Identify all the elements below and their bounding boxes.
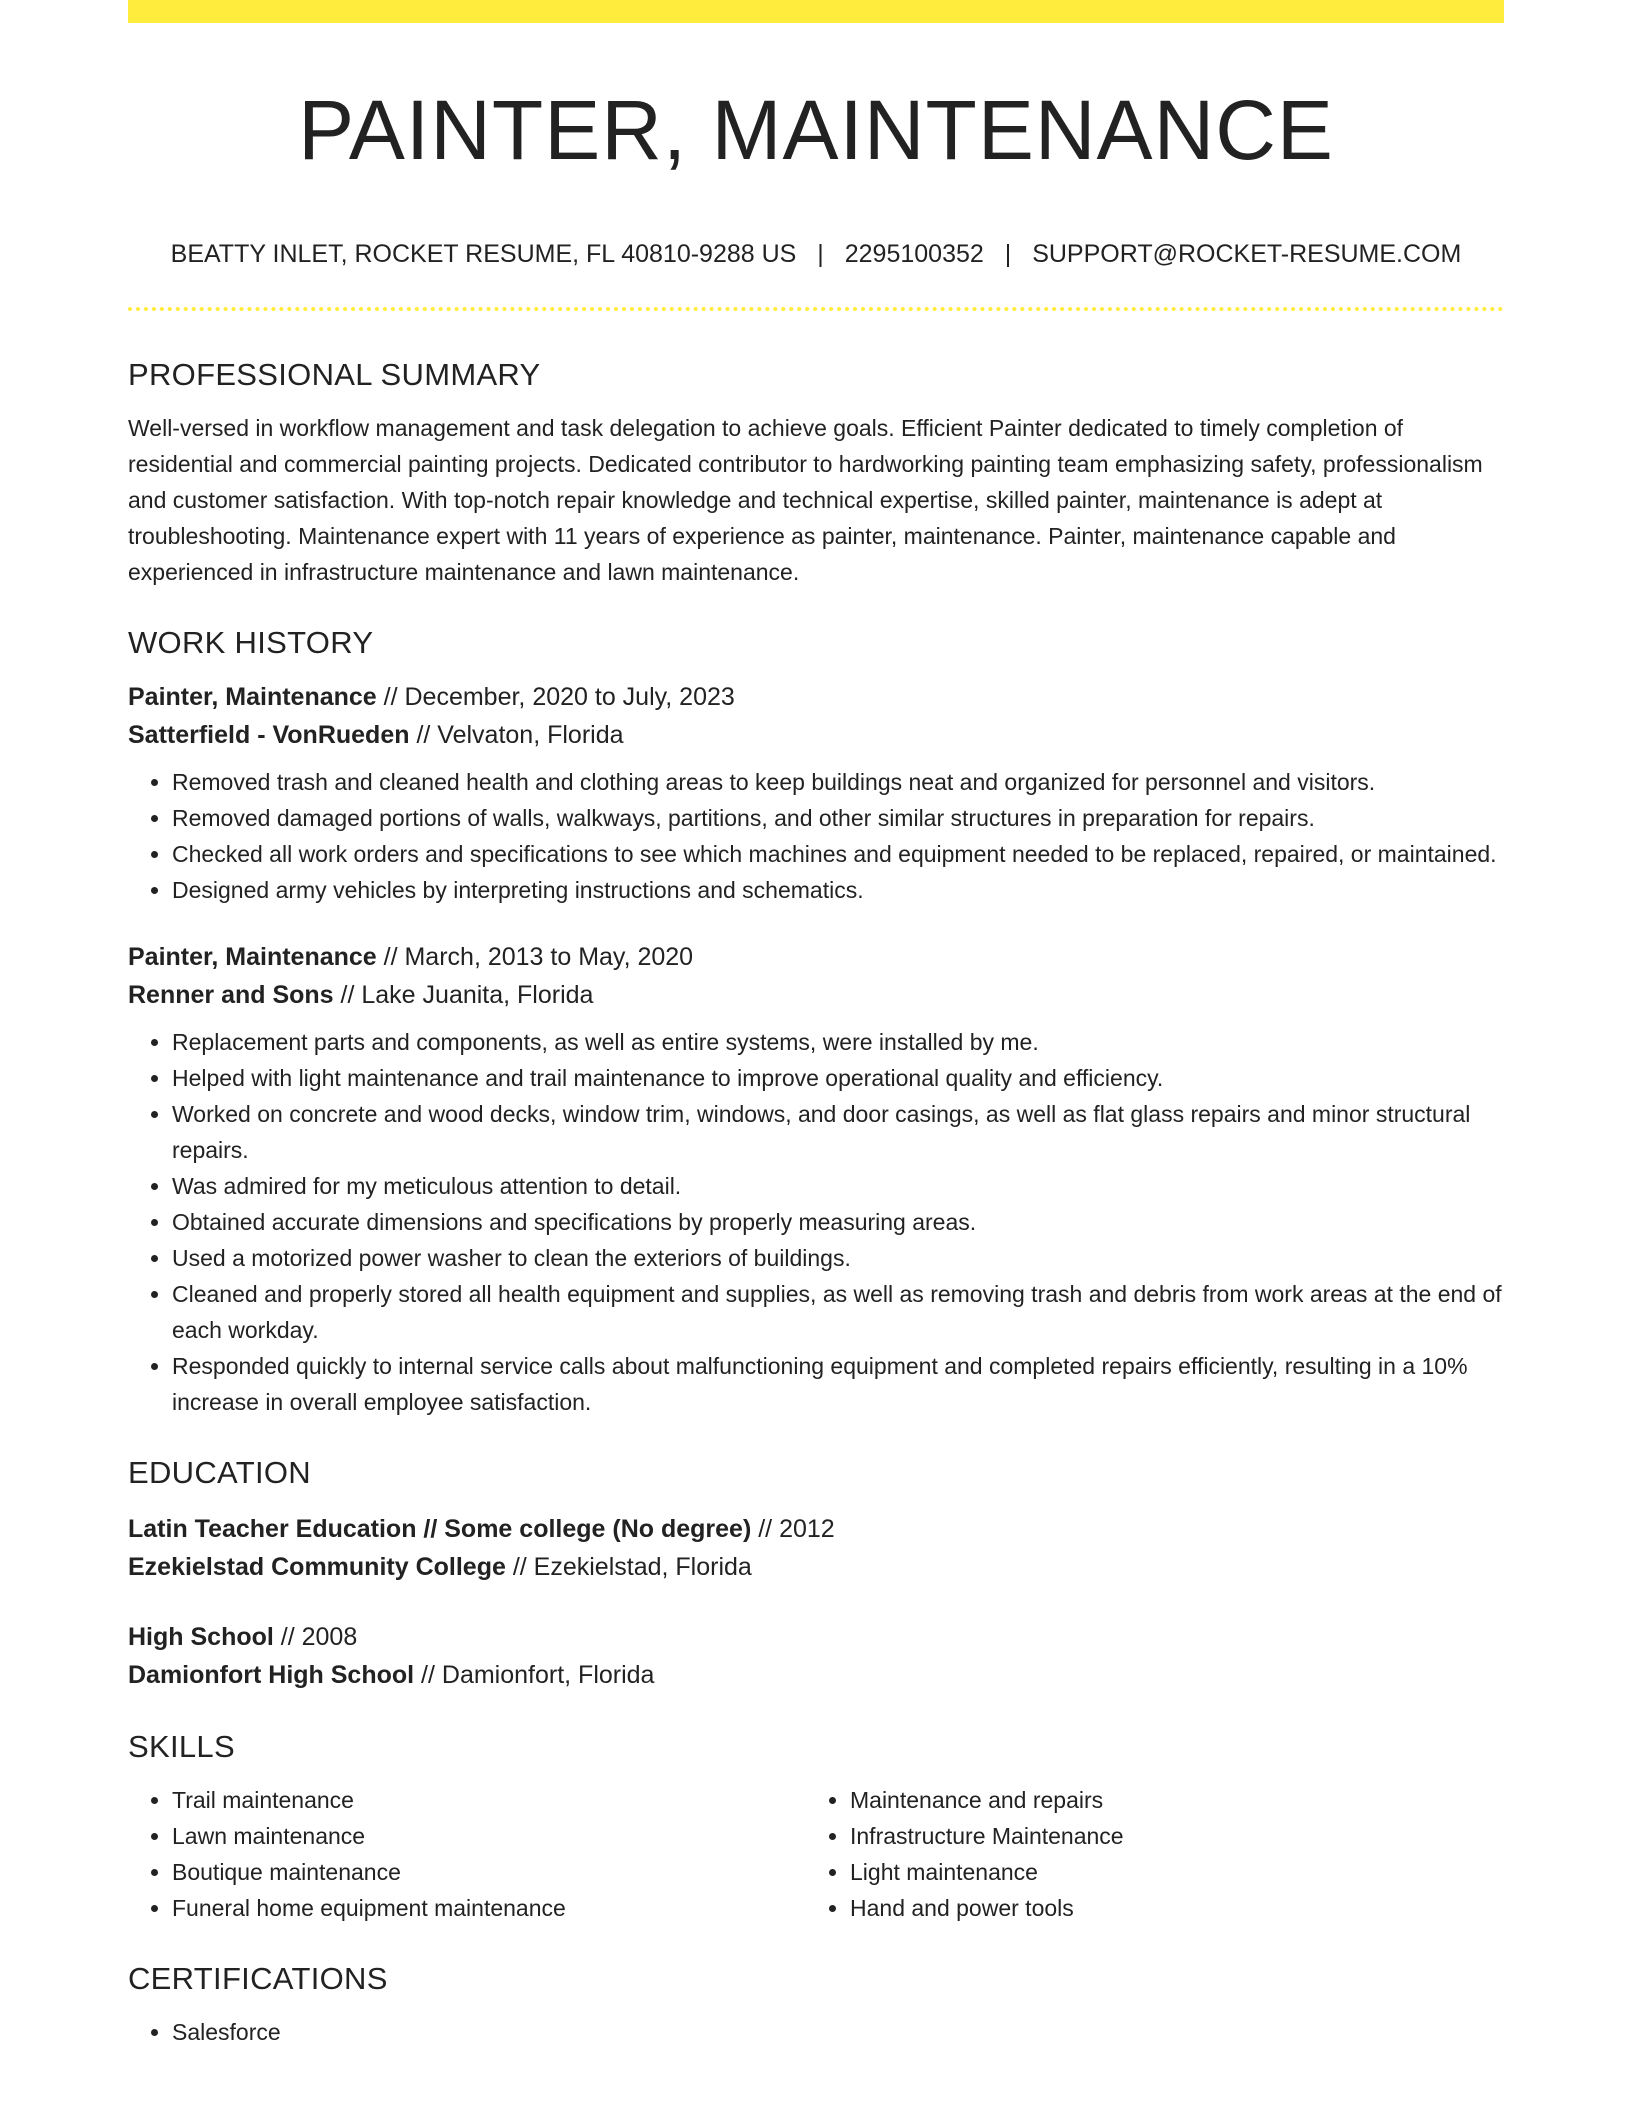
job-title: Painter, Maintenance <box>128 683 377 711</box>
education-degree: High School <box>128 1623 274 1651</box>
contact-email: SUPPORT@ROCKET-RESUME.COM <box>1032 240 1462 268</box>
education-school-line <box>128 1548 1504 1586</box>
section-heading-education: EDUCATION <box>128 1455 311 1490</box>
job-bullets <box>128 764 1504 908</box>
education-school: Ezekielstad Community College <box>128 1553 506 1581</box>
job-bullet: • Was admired for my meticulous attention to detail. <box>172 1168 1504 1204</box>
job-bullet: • Replacement parts and components, as well as entire systems, were installed by me. <box>172 1024 1504 1060</box>
education-degree: Latin Teacher Education // Some college (No degree) <box>128 1515 752 1543</box>
dotted-divider <box>128 307 1504 311</box>
contact-address: BEATTY INLET, ROCKET RESUME, FL 40810-9288 US <box>170 240 797 268</box>
education-degree-line <box>128 1510 1504 1548</box>
job-bullet: • Removed damaged portions of walls, walkways, partitions, and other similar structures in preparation for repairs. <box>172 800 1504 836</box>
accent-top-bar <box>128 0 1504 23</box>
skill-item: • Boutique maintenance <box>172 1854 806 1890</box>
contact-phone: 2295100352 <box>844 240 984 268</box>
skills-list-left <box>128 1782 806 1926</box>
education-section <box>128 1448 1504 1694</box>
job-company: Renner and Sons <box>128 981 334 1009</box>
contact-line <box>128 236 1504 272</box>
job-bullet: • Obtained accurate dimensions and specifications by properly measuring areas. <box>172 1204 1504 1240</box>
job-bullet: • Removed trash and cleaned health and clothing areas to keep buildings neat and organized for personnel and visitors. <box>172 764 1504 800</box>
job-entry <box>128 938 1504 1420</box>
certification-item: • Salesforce <box>172 2014 1504 2050</box>
skills-list-right <box>806 1782 1484 1926</box>
skill-item: • Light maintenance <box>850 1854 1484 1890</box>
education-entry <box>128 1510 1504 1586</box>
skill-item: • Hand and power tools <box>850 1890 1484 1926</box>
job-entry <box>128 678 1504 908</box>
skill-item: • Lawn maintenance <box>172 1818 806 1854</box>
skill-item: • Trail maintenance <box>172 1782 806 1818</box>
job-location: // Velvaton, Florida <box>409 721 624 749</box>
job-company: Satterfield - VonRueden <box>128 721 410 749</box>
education-location: // Ezekielstad, Florida <box>505 1553 752 1581</box>
job-location: // Lake Juanita, Florida <box>333 981 594 1009</box>
education-location: // Damionfort, Florida <box>414 1661 655 1689</box>
job-title-line <box>128 938 1504 976</box>
education-school: Damionfort High School <box>128 1661 415 1689</box>
summary-section <box>128 350 1504 590</box>
job-bullet: • Designed army vehicles by interpreting instructions and schematics. <box>172 872 1504 908</box>
contact-separator: | <box>817 240 824 268</box>
section-heading-summary: PROFESSIONAL SUMMARY <box>128 357 541 392</box>
certifications-section <box>128 1954 1504 2050</box>
job-company-line <box>128 976 1504 1014</box>
education-school-line <box>128 1656 1504 1694</box>
skills-section <box>128 1722 1504 1926</box>
job-bullet: • Used a motorized power washer to clean the exteriors of buildings. <box>172 1240 1504 1276</box>
section-heading-certifications: CERTIFICATIONS <box>128 1961 388 1996</box>
education-year: // 2012 <box>751 1515 835 1543</box>
job-title-line <box>128 678 1504 716</box>
contact-separator: | <box>1004 240 1012 268</box>
education-entry <box>128 1618 1504 1694</box>
job-bullet: • Worked on concrete and wood decks, window trim, windows, and door casings, as well as flat glass repairs and minor structural repairs. <box>172 1096 1504 1168</box>
job-dates: // March, 2013 to May, 2020 <box>376 943 694 971</box>
work-history-section <box>128 618 1504 1420</box>
education-degree-line <box>128 1618 1504 1656</box>
job-bullet: • Helped with light maintenance and trail maintenance to improve operational quality and efficiency. <box>172 1060 1504 1096</box>
certifications-list <box>128 2014 1504 2050</box>
skill-item: • Maintenance and repairs <box>850 1782 1484 1818</box>
skills-columns <box>128 1782 1504 1926</box>
section-heading-skills: SKILLS <box>128 1729 235 1764</box>
skill-item: • Infrastructure Maintenance <box>850 1818 1484 1854</box>
job-title: Painter, Maintenance <box>128 943 377 971</box>
job-dates: // December, 2020 to July, 2023 <box>376 683 735 711</box>
resume-content <box>128 350 1504 2050</box>
summary-text: Well-versed in workflow management and task delegation to achieve goals. Efficient Painter dedicated to timely completion of residential and commercial painting projects. Dedicated contributor to hardworking painting team emphasizing safety, professionalism and customer satisfaction. With top-notch repair knowledge and technical expertise, skilled painter, maintenance is adept at troubleshooting. Maintenance expert with 11 years of experience as painter, maintenance. Painter, maintenance capable and experienced in infrastructure maintenance and lawn maintenance. <box>128 415 1483 585</box>
skill-item: • Funeral home equipment maintenance <box>172 1890 806 1926</box>
job-bullets <box>128 1024 1504 1420</box>
job-bullet: • Cleaned and properly stored all health equipment and supplies, as well as removing trash and debris from work areas at the end of each workday. <box>172 1276 1504 1348</box>
education-year: // 2008 <box>273 1623 358 1651</box>
job-bullet: • Checked all work orders and specifications to see which machines and equipment needed to be replaced, repaired, or maintained. <box>172 836 1504 872</box>
job-company-line <box>128 716 1504 754</box>
job-bullet: • Responded quickly to internal service calls about malfunctioning equipment and completed repairs efficiently, resulting in a 10% increase in overall employee satisfaction. <box>172 1348 1504 1420</box>
section-heading-work: WORK HISTORY <box>128 625 374 660</box>
resume-name: PAINTER, MAINTENANCE <box>298 83 1334 177</box>
